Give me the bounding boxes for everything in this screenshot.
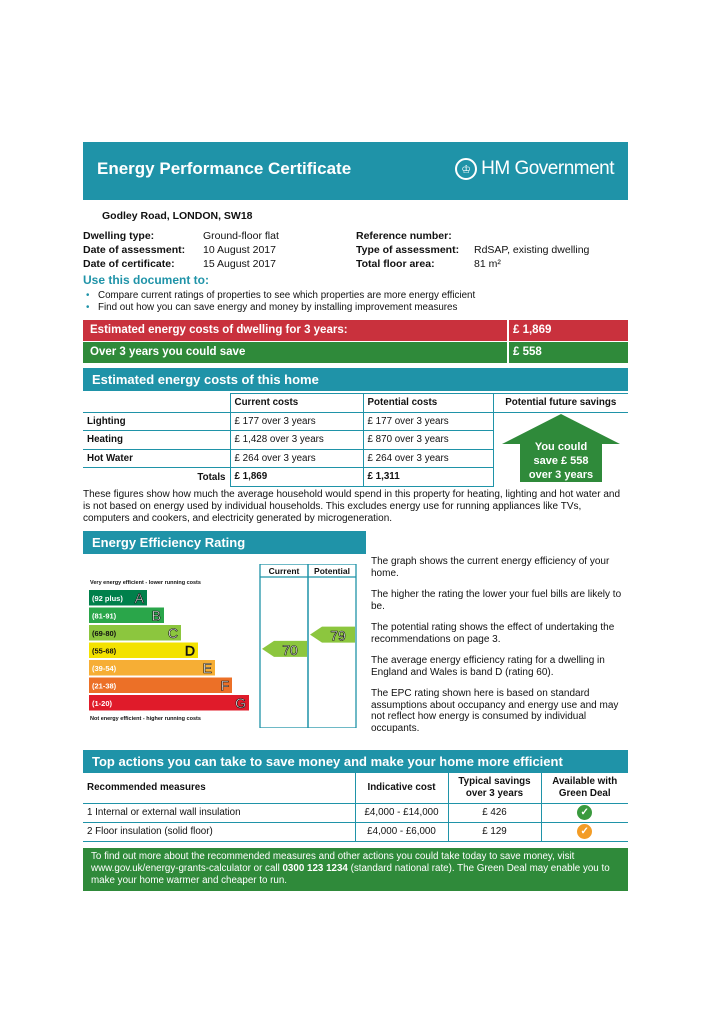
- rating-chart-svg: [83, 564, 358, 728]
- measures-header: Recommended measures: [83, 773, 355, 803]
- dwelling-info-right: [356, 229, 589, 271]
- estimated-cost-bar: [83, 320, 628, 341]
- inefficient-note: Not energy efficient - higher running costs: [90, 716, 201, 722]
- page-title: Energy Performance Certificate: [97, 159, 352, 178]
- header-banner: [83, 142, 628, 200]
- current-rating-value: 70: [282, 641, 298, 658]
- rating-band-range: (81-91): [92, 611, 117, 621]
- dwelling-info-left: [83, 229, 279, 271]
- potential-rating-value: 79: [330, 627, 346, 644]
- savings-bar: [83, 342, 628, 363]
- table-row: Hot Water £ 264 over 3 years £ 264 over 3 years: [83, 449, 628, 468]
- rating-band-letter: C: [167, 625, 178, 641]
- reference-number-label: Reference number:: [356, 230, 452, 242]
- rating-band-letter: F: [220, 677, 229, 694]
- list-item: • Compare current ratings of properties to see which properties are more energy efficient: [86, 290, 476, 301]
- rating-band-letter: G: [235, 695, 246, 711]
- table-row: 2 Floor insulation (solid floor) £4,000 - £6,000 £ 129 ✓: [83, 822, 628, 841]
- rating-band-range: (55-68): [92, 646, 117, 656]
- assessment-type-label: Type of assessment:: [356, 244, 460, 256]
- assessment-date-label: Date of assessment:: [83, 244, 186, 256]
- bullet-icon: •: [86, 290, 90, 301]
- potential-costs-header: Potential costs: [363, 394, 493, 413]
- savings-value: £ 558: [513, 346, 542, 358]
- phone-number: 0300 123 1234: [282, 863, 348, 874]
- green-tick-icon: ✓: [577, 805, 592, 820]
- rating-band-range: (92 plus): [92, 594, 123, 603]
- actions-section-title: Top actions you can take to save money and make your home more efficient: [83, 750, 628, 773]
- rating-band-range: (21-38): [92, 681, 117, 691]
- costs-section-title: Estimated energy costs of this home: [83, 368, 628, 391]
- cost-header: Indicative cost: [355, 773, 448, 803]
- hm-government-logo: [455, 158, 614, 180]
- use-document-heading: Use this document to:: [83, 273, 210, 287]
- current-costs-header: Current costs: [230, 394, 363, 413]
- table-header-row: [83, 394, 628, 413]
- rating-band-g: [89, 695, 249, 711]
- table-header-row: [83, 773, 628, 803]
- rating-section-title: Energy Efficiency Rating: [83, 531, 366, 554]
- rating-band-range: (1-20): [92, 699, 113, 708]
- totals-label: Totals: [83, 468, 230, 487]
- figures-explanation: These figures show how much the average household would spend in this property for heating, lighting and hot water and is not based on energy used by individual households. This excludes energy use for running appliances like TVs, computers and cookers, and electricity generated by microgeneration.: [83, 489, 621, 524]
- estimated-cost-label: Estimated energy costs of dwelling for 3 years:: [90, 324, 348, 336]
- savings-label: Over 3 years you could save: [90, 346, 246, 358]
- rating-band-letter: D: [184, 642, 195, 659]
- table-row: Lighting £ 177 over 3 years £ 177 over 3 years: [83, 412, 628, 431]
- floor-area-value: 81 m²: [474, 258, 501, 270]
- future-savings-header: Potential future savings: [493, 394, 628, 413]
- dwelling-type-value: Ground-floor flat: [203, 230, 279, 242]
- floor-area-label: Total floor area:: [356, 258, 435, 270]
- current-column-header: Current: [268, 566, 300, 576]
- rating-band-letter: A: [134, 590, 144, 606]
- property-address: Godley Road, LONDON, SW18: [102, 210, 253, 222]
- savings-arrow-text: You could save £ 558 over 3 years: [528, 441, 594, 481]
- orange-tick-icon: ✓: [577, 824, 592, 839]
- estimated-cost-value: £ 1,869: [513, 324, 552, 336]
- use-document-list: [86, 290, 475, 314]
- dwelling-type-label: Dwelling type:: [83, 230, 155, 242]
- efficient-note: Very energy efficient - lower running costs: [90, 580, 201, 586]
- rating-explanation: The graph shows the current energy efficiency of your home. The higher the rating the lower your fuel bills are likely to be. The potential rating shows the effect of undertaking the recommendations on page 3. The average energy efficiency rating for a dwelling in England and Wales is band D (rating 60). The EPC rating shown here is based on standard assumptions about occupancy and energy use and may not reflect how energy is consumed by individual occupants.: [371, 556, 622, 734]
- totals-current: £ 1,869: [230, 468, 363, 487]
- certificate-date-value: 15 August 2017: [203, 258, 276, 270]
- potential-column-header: Potential: [314, 566, 350, 576]
- rating-band-letter: B: [151, 607, 161, 624]
- rating-band-letter: E: [202, 660, 212, 676]
- rating-band-range: (39-54): [92, 664, 117, 673]
- recommended-measures-table: [83, 773, 628, 842]
- bullet-icon: •: [86, 302, 90, 313]
- table-row: Heating £ 1,428 over 3 years £ 870 over 3 years: [83, 431, 628, 450]
- savings-header: Typical savings over 3 years: [448, 773, 541, 803]
- footer-info: To find out more about the recommended measures and other actions you could take today to save money, visit www.gov.uk/energy-grants-calculator or call 0300 123 1234 (standard national rate). The Green Deal may enable you to make your home warmer and cheaper to run.: [83, 848, 628, 891]
- list-item: • Find out how you can save energy and money by installing improvement measures: [86, 302, 458, 313]
- totals-potential: £ 1,311: [363, 468, 493, 487]
- government-name: HM Government: [481, 158, 614, 179]
- energy-rating-chart: [83, 564, 358, 728]
- green-deal-header: Available with Green Deal: [541, 773, 628, 803]
- rating-band-range: (69-80): [92, 629, 117, 638]
- certificate-date-label: Date of certificate:: [83, 258, 175, 270]
- crown-crest-icon: ♔: [455, 158, 477, 180]
- assessment-date-value: 10 August 2017: [203, 244, 276, 256]
- assessment-type-value: RdSAP, existing dwelling: [474, 244, 590, 256]
- table-row: 1 Internal or external wall insulation £4,000 - £14,000 £ 426 ✓: [83, 803, 628, 822]
